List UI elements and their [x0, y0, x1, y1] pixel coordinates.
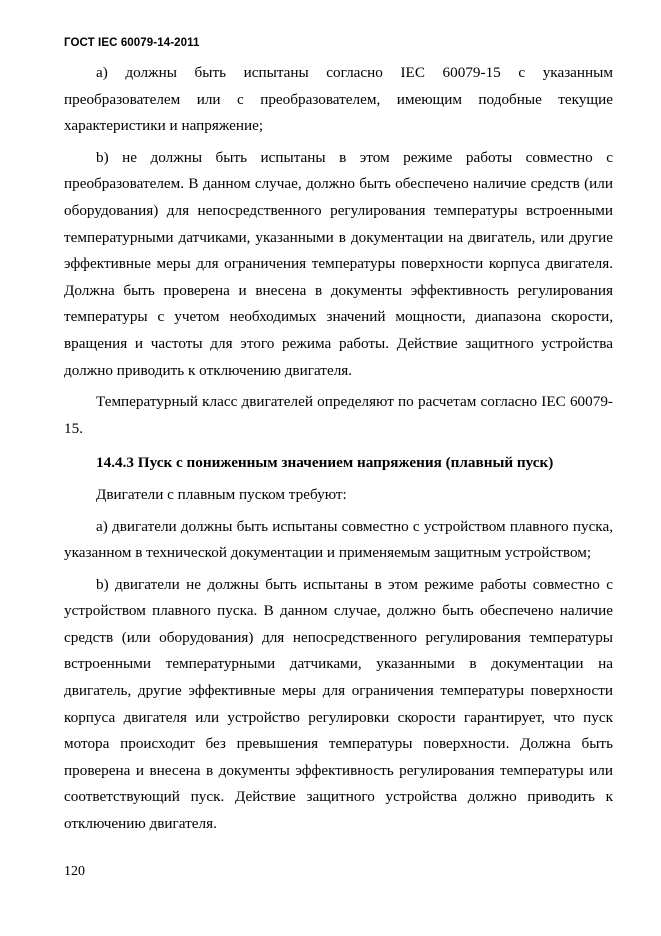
paragraph-item-b-soft-start: b) двигатели не должны быть испытаны в этом режиме работы совместно с устройством плавного пуска. В данном случае, должно быть обеспечено наличие средств (или оборудования) для непосредственного регулирования температуры встроенными температурными датчиками, указанными в документации на двигатель, другие эффективные меры для ограничения температуры поверхности корпуса двигателя или устройство регулировки скорости гарантирует, что пуск мотора происходит без превышения температуры поверхности. Должна быть проверена и внесена в документы эффективность регулирования температуры или соответствующий пуск. Действие защитного устройства должно приводить к отключению двигателя.	[64, 575, 613, 833]
document-body	[64, 60, 613, 843]
document-header: ГОСТ IEC 60079-14-2011	[64, 37, 200, 49]
section-heading: 14.4.3 Пуск с пониженным значением напряжения (плавный пуск)	[96, 454, 554, 472]
paragraph-item-a-soft-start: a) двигатели должны быть испытаны совместно с устройством плавного пуска, указанном в технической документации и применяемым защитным устройством;	[64, 517, 613, 562]
page-number: 120	[64, 864, 85, 879]
paragraph-item-b-converter: b) не должны быть испытаны в этом режиме работы совместно с преобразователем. В данном случае, должно быть обеспечено наличие средств (или оборудования) для непосредственного регулирования температуры встроенными температурными датчиками, указанными в документации на двигатель, или другие эффективные меры для ограничения температуры поверхности корпуса двигателя. Должна быть проверена и внесена в документы эффективность регулирования температуры с учетом необходимых значений мощности, диапазона скорости, вращения и частоты для этого режима работы. Действие защитного устройства должно приводить к отключению двигателя.	[64, 148, 613, 379]
paragraph-temperature-class: Температурный класс двигателей определяют по расчетам согласно IEC 60079-15.	[64, 393, 613, 437]
paragraph-item-a-converter: a) должны быть испытаны согласно IEC 60079-15 с указанным преобразователем или с преобразователем, имеющим подобные текущие характеристики и напряжение;	[64, 64, 613, 135]
paragraph-soft-start-intro: Двигатели с плавным пуском требуют:	[96, 485, 347, 503]
